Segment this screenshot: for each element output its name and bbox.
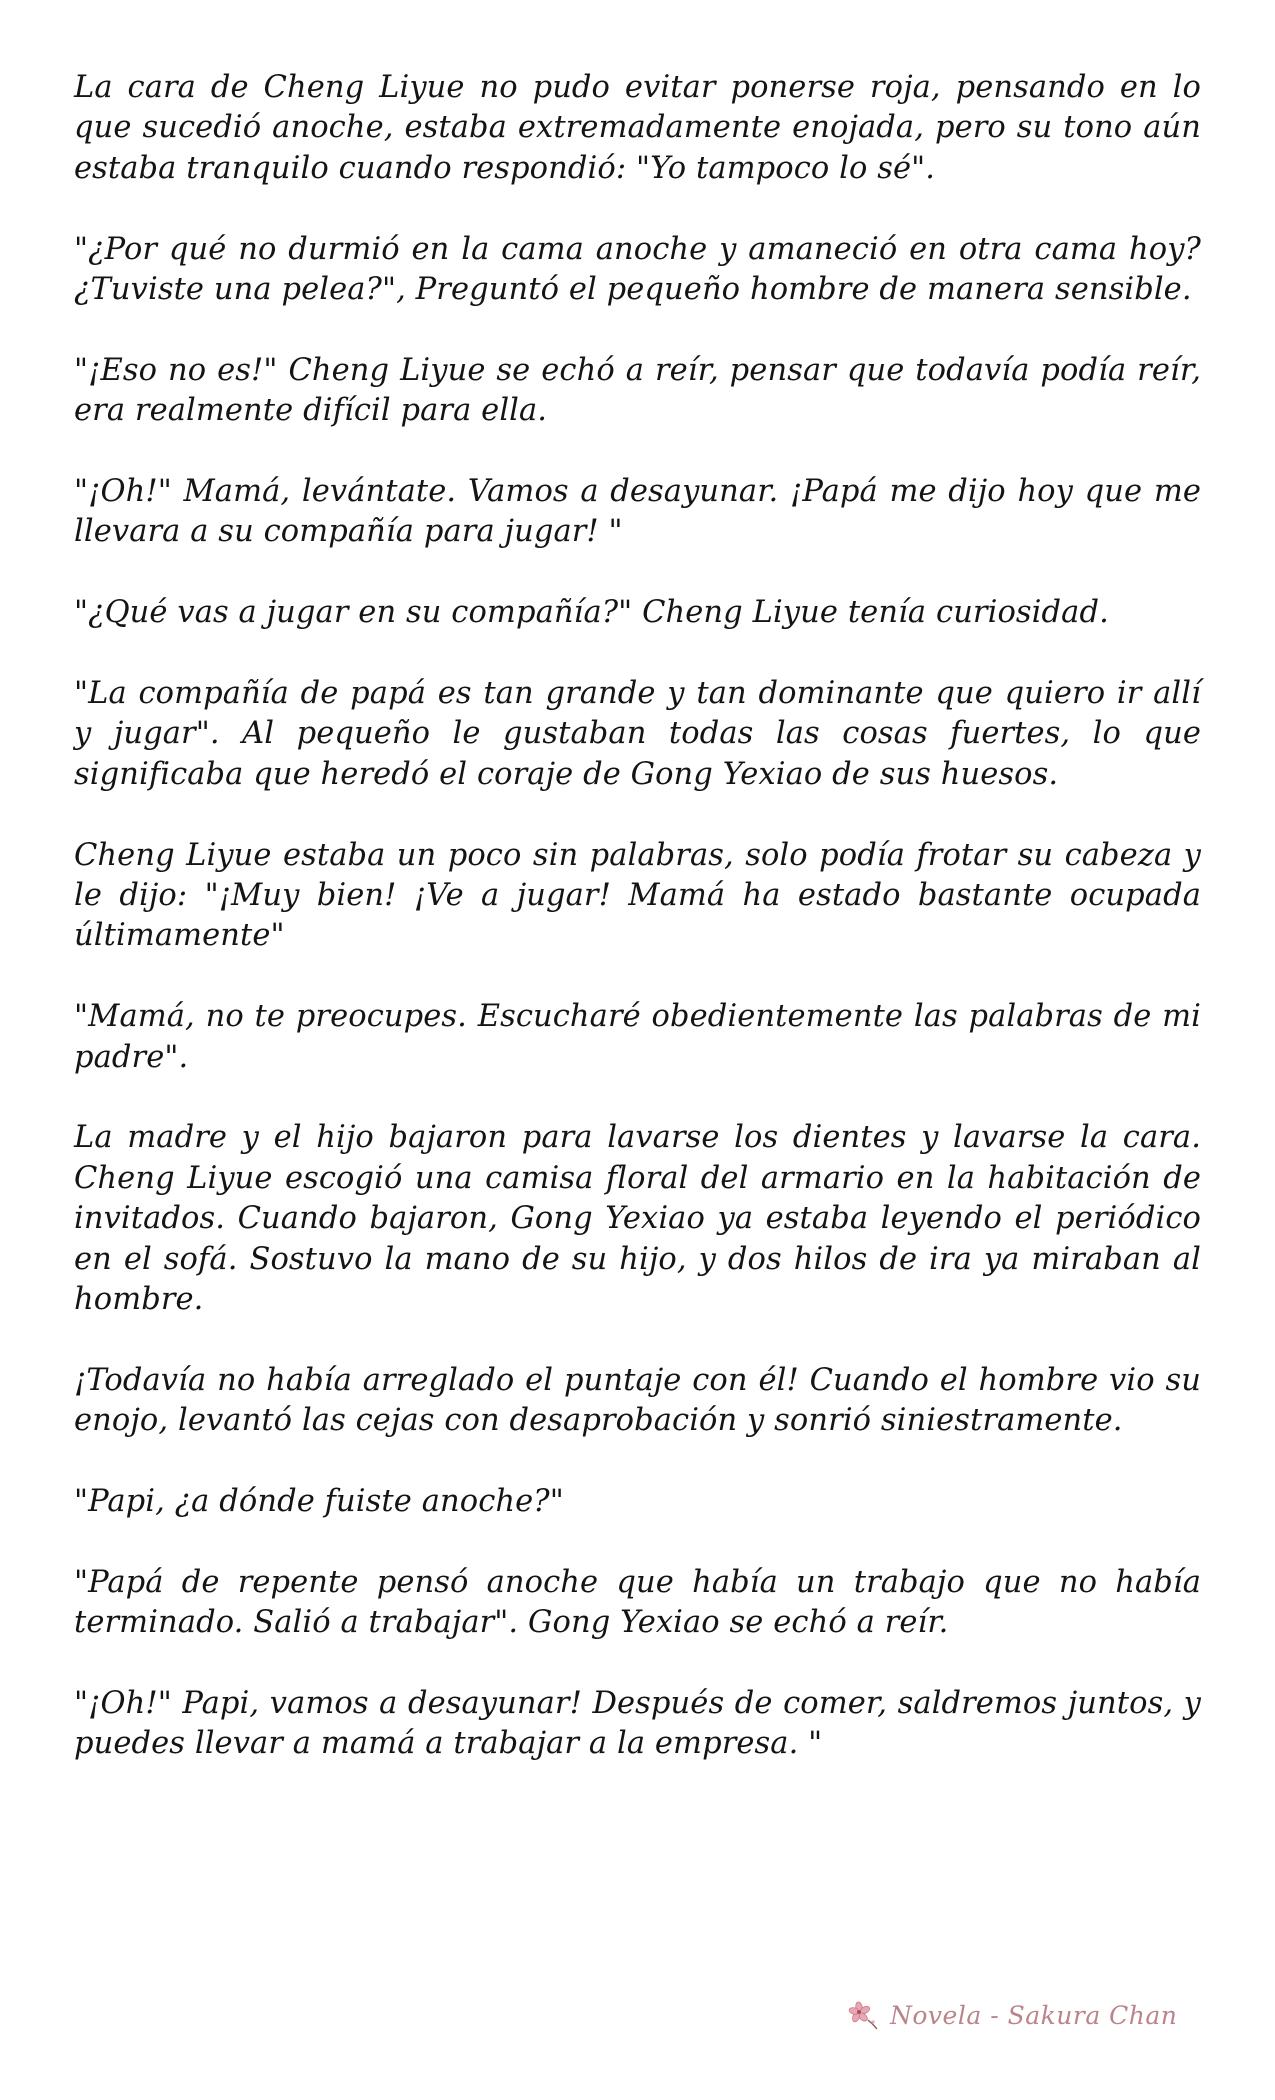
paragraph: La cara de Cheng Liyue no pudo evitar ponerse roja, pensando en lo que sucedió anoche, estaba extremadamente enojada, pero su tono aún estaba tranquilo cuando respondió: "Yo tampoco lo sé".	[74, 70, 1201, 186]
watermark	[846, 1995, 1177, 2035]
paragraph: ¡Todavía no había arreglado el puntaje con él! Cuando el hombre vio su enojo, levantó las cejas con desaprobación y sonrió siniestramente.	[74, 1362, 1201, 1439]
paragraph: "¡Oh!" Papi, vamos a desayunar! Después de comer, saldremos juntos, y puedes llevar a mamá a trabajar a la empresa. "	[74, 1686, 1201, 1762]
paragraph: "Papá de repente pensó anoche que había un trabajo que no había terminado. Salió a trabajar". Gong Yexiao se echó a reír.	[74, 1564, 1201, 1641]
paragraph: Cheng Liyue estaba un poco sin palabras, solo podía frotar su cabeza y le dijo: "¡Muy bien! ¡Ve a jugar! Mamá ha estado bastante ocupada últimamente"	[74, 837, 1201, 954]
paragraph: "¿Qué vas a jugar en su compañía?" Cheng Liyue tenía curiosidad.	[74, 595, 1109, 631]
sakura-flower-icon	[846, 1998, 880, 2032]
paragraph: "Papi, ¿a dónde fuiste anoche?"	[74, 1484, 564, 1520]
paragraph: "¡Oh!" Mamá, levántate. Vamos a desayunar. ¡Papá me dijo hoy que me llevara a su compañía para jugar! "	[74, 474, 1201, 550]
paragraph: "¿Por qué no durmió en la cama anoche y amaneció en otra cama hoy? ¿Tuviste una pelea?", Preguntó el pequeño hombre de manera sensible.	[74, 231, 1201, 308]
watermark-text: Novela - Sakura Chan	[890, 2000, 1178, 2030]
document-body	[74, 68, 1201, 1805]
paragraph: "La compañía de papá es tan grande y tan dominante que quiero ir allí y jugar". Al pequeño le gustaban todas las cosas fuertes, lo que significaba que heredó el coraje de Gong Yexiao de sus huesos.	[74, 676, 1201, 792]
paragraph: La madre y el hijo bajaron para lavarse los dientes y lavarse la cara. Cheng Liyue escogió una camisa floral del armario en la habitación de invitados. Cuando bajaron, Gong Yexiao ya estaba leyendo el periódico en el sofá. Sostuvo la mano de su hijo, y dos hilos de ira ya miraban al hombre.	[74, 1120, 1201, 1318]
paragraph: "Mamá, no te preocupes. Escucharé obedientemente las palabras de mi padre".	[74, 999, 1201, 1075]
paragraph: "¡Eso no es!" Cheng Liyue se echó a reír, pensar que todavía podía reír, era realmente difícil para ella.	[74, 352, 1201, 429]
